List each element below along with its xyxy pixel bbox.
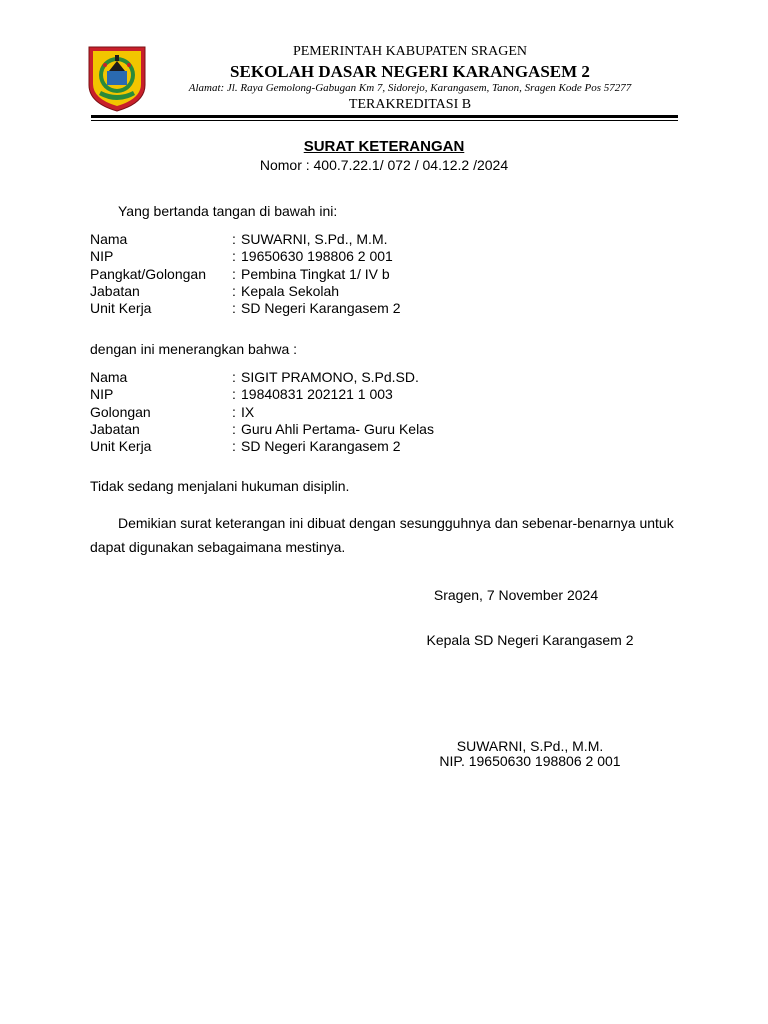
field-value: 19650630 198806 2 001 bbox=[241, 248, 393, 265]
subject-fields bbox=[90, 369, 434, 455]
field-label: Golongan bbox=[90, 403, 151, 420]
field-label: Jabatan bbox=[90, 282, 140, 299]
field-separator: : bbox=[232, 438, 236, 455]
place-date: Sragen, 7 November 2024 bbox=[433, 587, 599, 603]
field-row bbox=[90, 386, 434, 403]
field-label: Nama bbox=[90, 369, 128, 385]
field-separator: : bbox=[232, 369, 236, 385]
letterhead-divider-thin bbox=[91, 120, 678, 121]
letterhead-government: PEMERINTAH KABUPATEN SRAGEN bbox=[292, 44, 528, 59]
signer-nip: NIP. 19650630 198806 2 001 bbox=[439, 753, 621, 769]
field-label: Unit Kerja bbox=[90, 300, 152, 317]
letter-number: Nomor : 400.7.22.1/ 072 / 04.12.2 /2024 bbox=[259, 157, 509, 173]
field-row bbox=[90, 300, 401, 317]
field-label: NIP bbox=[90, 386, 114, 403]
field-value: SUWARNI, S.Pd., M.M. bbox=[241, 231, 388, 247]
letterhead-divider-thick bbox=[91, 115, 678, 118]
signer-fields bbox=[90, 231, 401, 317]
letter-title: SURAT KETERANGAN bbox=[303, 138, 465, 155]
closing-paragraph: Demikian surat keterangan ini dibuat dengan sesungguhnya dan sebenar-benarnya untuk dapat digunakan sebagaimana mestinya. bbox=[90, 515, 674, 555]
field-value: Guru Ahli Pertama- Guru Kelas bbox=[241, 420, 434, 437]
field-label: Pangkat/Golongan bbox=[90, 265, 206, 282]
field-separator: : bbox=[232, 420, 236, 437]
regency-coat-of-arms-icon bbox=[87, 45, 147, 113]
field-row bbox=[90, 438, 434, 455]
field-row bbox=[90, 369, 434, 386]
field-label: Unit Kerja bbox=[90, 438, 152, 455]
field-separator: : bbox=[232, 248, 236, 265]
signer-title: Kepala SD Negeri Karangasem 2 bbox=[426, 632, 634, 648]
field-separator: : bbox=[232, 265, 236, 282]
letterhead-address: Alamat: Jl. Raya Gemolong-Gabugan Km 7, Sidorejo, Karangasem, Tanon, Sragen Kode Pos 57277 bbox=[188, 82, 632, 94]
field-value: IX bbox=[241, 403, 255, 420]
field-separator: : bbox=[232, 386, 236, 403]
field-value: Pembina Tingkat 1/ IV b bbox=[241, 265, 390, 282]
statement-text: Tidak sedang menjalani hukuman disiplin. bbox=[90, 478, 350, 494]
field-value: 19840831 202121 1 003 bbox=[241, 386, 393, 403]
field-row bbox=[90, 283, 401, 300]
letterhead-accreditation: TERAKREDITASI B bbox=[348, 97, 472, 112]
field-separator: : bbox=[232, 282, 236, 299]
signer-name: SUWARNI, S.Pd., M.M. bbox=[456, 738, 604, 754]
field-row bbox=[90, 421, 434, 438]
field-value: Kepala Sekolah bbox=[241, 282, 340, 299]
field-value: SD Negeri Karangasem 2 bbox=[241, 300, 401, 317]
field-label: NIP bbox=[90, 248, 114, 265]
field-separator: : bbox=[232, 231, 236, 247]
field-separator: : bbox=[232, 300, 236, 317]
letterhead-school-name: SEKOLAH DASAR NEGERI KARANGASEM 2 bbox=[230, 62, 590, 81]
field-row bbox=[90, 266, 401, 283]
field-row bbox=[90, 248, 401, 265]
intro-text: Yang bertanda tangan di bawah ini: bbox=[118, 203, 338, 219]
field-separator: : bbox=[232, 403, 236, 420]
field-value: SIGIT PRAMONO, S.Pd.SD. bbox=[241, 369, 419, 385]
field-label: Jabatan bbox=[90, 420, 140, 437]
statement-intro: dengan ini menerangkan bahwa : bbox=[90, 341, 298, 357]
field-row bbox=[90, 404, 434, 421]
field-label: Nama bbox=[90, 231, 128, 247]
field-value: SD Negeri Karangasem 2 bbox=[241, 438, 401, 455]
field-row bbox=[90, 231, 401, 248]
